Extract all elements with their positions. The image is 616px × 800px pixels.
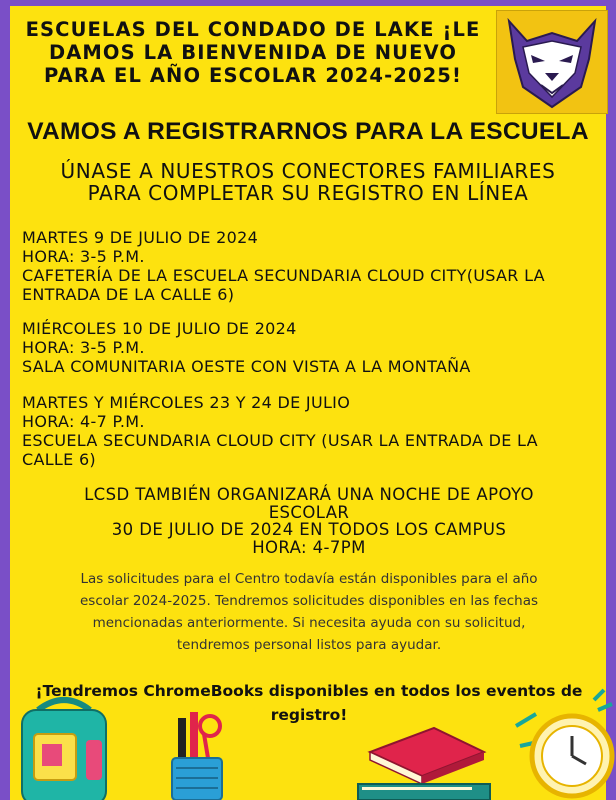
sub-heading-line: ÚNASE A NUESTROS CONECTORES FAMILIARES [60, 159, 556, 183]
event-block-2 [22, 319, 596, 376]
support-night-line: LCSD TAMBIÉN ORGANIZARÁ UNA NOCHE DE APOYO [84, 485, 534, 504]
chromebooks-line: ¡Tendremos ChromeBooks disponibles en todos los eventos de [35, 682, 583, 700]
event-date: MARTES Y MIÉRCOLES 23 Y 24 DE JULIO [22, 393, 351, 412]
event-location: ENTRADA DE LA CALLE 6) [22, 285, 235, 304]
applications-note [26, 568, 592, 656]
event-block-1 [22, 228, 596, 304]
event-date: MIÉRCOLES 10 DE JULIO DE 2024 [22, 319, 297, 338]
event-block-3 [22, 393, 596, 469]
panther-mascot-icon [496, 10, 608, 114]
event-time: HORA: 4-7 P.M. [22, 412, 145, 431]
support-night-line: 30 DE JULIO DE 2024 EN TODOS LOS CAMPUS [111, 520, 507, 539]
main-heading: VAMOS A REGISTRARNOS PARA LA ESCUELA [27, 118, 589, 145]
support-night-line: HORA: 4-7PM [252, 537, 366, 557]
event-time: HORA: 3-5 P.M. [22, 247, 145, 266]
event-location: SALA COMUNITARIA OESTE CON VISTA A LA MONTAÑA [22, 357, 471, 376]
sub-heading-line: PARA COMPLETAR SU REGISTRO EN LÍNEA [87, 181, 529, 205]
support-night [22, 486, 596, 556]
panther-logo-svg [497, 11, 607, 113]
alarm-clock-icon [510, 686, 616, 800]
pencil-cup-icon [166, 712, 232, 800]
event-location: ESCUELA SECUNDARIA CLOUD CITY (USAR LA ENTRADA DE LA [22, 431, 538, 450]
applications-line: escolar 2024-2025. Tendremos solicitudes disponibles en las fechas [79, 593, 539, 609]
sub-heading [14, 160, 602, 204]
event-location: CALLE 6) [22, 450, 96, 469]
header-title-line: DAMOS LA BIENVENIDA DE NUEVO [48, 41, 458, 64]
backpack-icon [8, 690, 120, 800]
header-title [14, 18, 492, 87]
applications-line: tendremos personal listos para ayudar. [176, 637, 442, 653]
header-title-line: PARA EL AÑO ESCOLAR 2024-2025! [44, 64, 462, 87]
event-date: MARTES 9 DE JULIO DE 2024 [22, 228, 259, 247]
event-location: CAFETERÍA DE LA ESCUELA SECUNDARIA CLOUD CITY(USAR LA [22, 266, 545, 285]
applications-line: Las solicitudes para el Centro todavía están disponibles para el año [80, 571, 538, 587]
chromebooks-line: registro! [270, 706, 348, 724]
header-title-line: ESCUELAS DEL CONDADO DE LAKE ¡LE [25, 18, 481, 41]
applications-line: mencionadas anteriormente. Si necesita ayuda con su solicitud, [92, 615, 526, 631]
support-night-line: ESCOLAR [268, 502, 350, 522]
event-time: HORA: 3-5 P.M. [22, 338, 145, 357]
book-stack-icon [352, 724, 494, 800]
